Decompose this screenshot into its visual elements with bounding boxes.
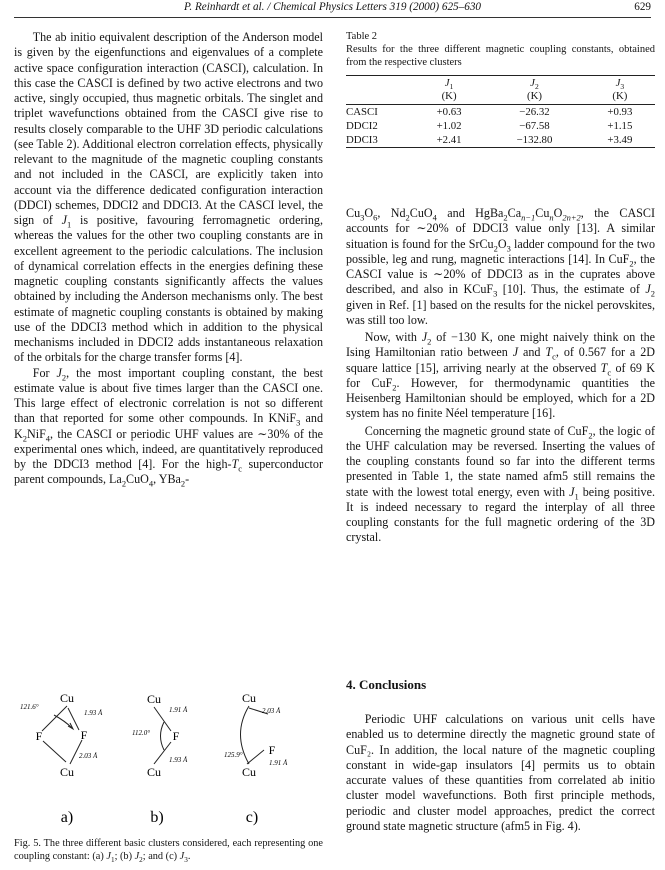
distance-label: 1.93 Å bbox=[84, 709, 103, 717]
subscript: 1 bbox=[67, 219, 72, 230]
atom-label-cu: Cu bbox=[59, 765, 75, 779]
atom-label-cu: Cu bbox=[146, 765, 162, 779]
text-span: Cu bbox=[346, 206, 361, 220]
table-cell: +0.93 bbox=[607, 105, 633, 118]
angle-label: 125.9° bbox=[224, 751, 243, 759]
symbol-t: T bbox=[231, 457, 239, 471]
symbol-j: J bbox=[421, 330, 428, 344]
text-span: , of 0.567 for a 2D square lattice [15], arriving nearly at the observed bbox=[346, 345, 655, 375]
subscript: 3 bbox=[184, 855, 188, 864]
text-span: , the CASCI value is ∼20% of DDCI3 as in the cuprates above described, and also in KCuF bbox=[346, 251, 655, 297]
table-row bbox=[346, 119, 655, 133]
bond-line bbox=[43, 741, 66, 762]
subscript-index: n bbox=[549, 212, 554, 223]
text-span: superconductor parent compounds, La bbox=[14, 457, 323, 487]
text-span: Fig. 5. The three different basic clusters considered, each representing one coupling constant: (a) bbox=[14, 838, 323, 862]
symbol-t: T bbox=[545, 345, 553, 360]
text-span: [10]. Thus, the estimate of bbox=[502, 282, 640, 297]
subscript: 2 bbox=[139, 855, 143, 864]
table-cell-method: DDCI3 bbox=[346, 133, 378, 146]
symbol-j: J bbox=[569, 484, 575, 499]
subscript: c bbox=[238, 463, 243, 474]
text-span: O bbox=[553, 206, 563, 220]
subscript-index: 2n+2 bbox=[562, 212, 581, 223]
table-cell: +3.49 bbox=[607, 133, 633, 146]
subscript: 2 bbox=[61, 371, 67, 382]
distance-label: 1.91 Å bbox=[169, 706, 188, 714]
text-span: O bbox=[497, 236, 507, 251]
text-span: is positive, favouring ferromagnetic ordering, whereas the values for the other two coupling constants are in excellent agreement to the periodic calculations. The inclusion of dynamical correlation effects in the energies defining these magnetic coupling constants significantly affects the values obtained by including the Anderson mechanisms only. The best estimate of magnetic coupling constants is obtained by making use of the DDCI3 method which in addition to the physical mechanisms included in DDCI2 adds instantaneous relaxation of the orbitals for the charge transfer forms [4]. bbox=[14, 213, 323, 365]
table-cell: +1.15 bbox=[607, 119, 633, 132]
text-span: CuO bbox=[126, 472, 149, 487]
subscript: 2 bbox=[588, 429, 593, 440]
table-header-row bbox=[346, 76, 655, 105]
table-header-j1 bbox=[414, 76, 484, 105]
text-span: Cu bbox=[535, 206, 550, 220]
bond-line bbox=[247, 750, 264, 764]
text-span: For bbox=[32, 365, 50, 380]
subscript: 1 bbox=[574, 490, 579, 501]
text-span: ladder compound for the two possible, leg and rung, magnetic interactions [14]. In CuF bbox=[346, 236, 655, 266]
subscript: 2 bbox=[392, 382, 397, 393]
subscript: 4 bbox=[432, 212, 437, 223]
symbol-j: J bbox=[134, 850, 140, 862]
subscript: 3 bbox=[296, 417, 301, 428]
text-span: ; (b) bbox=[114, 850, 133, 862]
left-column bbox=[14, 30, 323, 488]
page-number: 629 bbox=[634, 1, 651, 13]
subscript: 1 bbox=[110, 855, 115, 864]
distance-label: 2.03 Å bbox=[262, 707, 281, 715]
symbol-j: J bbox=[512, 345, 519, 360]
table-caption: Results for the three different magnetic coupling constants, obtained from the respective clusters bbox=[346, 44, 655, 68]
symbol-j: J bbox=[615, 77, 621, 89]
running-head: P. Reinhardt et al. / Chemical Physics Letters 319 (2000) 625–630 bbox=[183, 1, 482, 13]
right-column-lower bbox=[346, 712, 655, 834]
text-span: Ca bbox=[507, 206, 522, 220]
angle-arc bbox=[161, 722, 165, 750]
text-span: . However, for thermodynamic quantities the Heisenberg Hamiltonian should be employed, which for a 2D system has no finite Néel temperature [16]. bbox=[346, 375, 655, 421]
subscript: 4 bbox=[45, 432, 51, 443]
unit-label: (K) bbox=[526, 90, 542, 102]
table-cell: −26.32 bbox=[519, 105, 550, 118]
paragraph-casci bbox=[14, 30, 323, 366]
table-header-j2 bbox=[484, 76, 585, 105]
table-cell-method: DDCI2 bbox=[346, 119, 378, 132]
subscript: 2 bbox=[405, 212, 410, 223]
text-span: of 69 K for CuF bbox=[346, 360, 655, 390]
symbol-j: J bbox=[179, 850, 185, 862]
figure-panel-a bbox=[42, 706, 82, 764]
text-span: and bbox=[523, 345, 541, 360]
symbol-j: J bbox=[61, 213, 68, 227]
header-rule bbox=[14, 17, 651, 18]
table-header-empty bbox=[346, 76, 414, 105]
subscript: 4 bbox=[148, 478, 154, 489]
subscript: 3 bbox=[506, 242, 511, 253]
atom-label-f: F bbox=[80, 728, 88, 742]
subscript: 2 bbox=[427, 336, 432, 347]
symbol-j: J bbox=[56, 365, 62, 380]
text-span: , Nd bbox=[377, 206, 406, 220]
subscript: 2 bbox=[493, 242, 498, 253]
table-row bbox=[346, 105, 655, 120]
subscript-index: n−1 bbox=[521, 212, 536, 223]
table-label: Table 2 bbox=[346, 31, 378, 42]
text-span: Concerning the magnetic ground state of CuF bbox=[364, 423, 589, 438]
running-header bbox=[0, 0, 665, 22]
text-span: , the most important coupling constant, the best estimate value is about five times larger than the CASCI one. This large effect of electronic correlation is not so different than that reported for some other compounds. In KNiF bbox=[14, 365, 323, 426]
distance-label: 1.91 Å bbox=[269, 759, 288, 767]
atom-label-f: F bbox=[35, 729, 43, 743]
text-span: , the CASCI accounts for ∼20% of DDCI3 value only [13]. A similar situation is found for the SrCu bbox=[346, 206, 656, 251]
distance-label: 2.03 Å bbox=[79, 752, 98, 760]
distance-label: 1.93 Å bbox=[169, 756, 188, 764]
text-span: . bbox=[187, 850, 191, 862]
subscript: 2 bbox=[534, 82, 539, 92]
text-span: given in Ref. [1] based on the results for the nickel perovskites, was still too low. bbox=[346, 297, 655, 327]
atom-label-cu: Cu bbox=[146, 692, 162, 706]
subscript: 2 bbox=[503, 212, 508, 223]
subscript: 2 bbox=[650, 288, 655, 299]
subscript: c bbox=[552, 351, 556, 362]
table-header-j3 bbox=[585, 76, 655, 105]
right-column-upper bbox=[346, 206, 655, 546]
atom-label-cu: Cu bbox=[241, 765, 257, 779]
text-span: and HgBa bbox=[447, 206, 504, 220]
section-heading: 4. Conclusions bbox=[346, 677, 427, 692]
subscript: 2 bbox=[629, 258, 634, 269]
subscript: 2 bbox=[180, 478, 186, 489]
text-span: and K bbox=[14, 411, 324, 441]
table-2 bbox=[346, 30, 655, 148]
subscript: c bbox=[607, 366, 612, 377]
text-span: of −130 K, one might naively think on the Ising Hamiltonian ratio between bbox=[346, 330, 655, 360]
bond-line bbox=[42, 706, 67, 731]
text-span: - bbox=[185, 472, 190, 487]
table-row bbox=[346, 133, 655, 148]
atom-label-f: F bbox=[268, 743, 276, 757]
subscript: 3 bbox=[493, 288, 498, 299]
subscript: 6 bbox=[373, 212, 378, 223]
atom-label-cu: Cu bbox=[59, 692, 75, 705]
paragraph-j2 bbox=[14, 366, 323, 488]
text-span: The ab initio equivalent description of the Anderson model is given by the eigenfunctions and eigenvalues of a complete active space configuration interaction (CASCI), calculation. In this case the CASCI is defined by two active electrons and two active, singly occupied, thus magnetic orbitals. The singlet and triplet wavefunctions obtained from the CASCI give rise to results closely comparable to the UHF 3D periodic calculations (see Table 2). Additional electron correlation effects, physically relevant to the magnitude of the magnetic coupling constants and not included in the CASCI, are explicitly taken into account via the difference dedicated configuration interaction (DDCI) schemes, DDCI2 and DDCI3. At the CASCI level, the sign of bbox=[14, 30, 323, 227]
atom-label-f: F bbox=[172, 729, 180, 743]
subscript: 3 bbox=[360, 212, 365, 223]
subscript: 3 bbox=[620, 82, 625, 92]
atom-label-cu: Cu bbox=[241, 692, 257, 705]
symbol-j: J bbox=[645, 282, 651, 297]
symbol-j: J bbox=[444, 77, 450, 89]
text-span: being positive. It is indeed necessary to regard the interplay of all three coupling constants for the full magnetic ordering of the 3D crystal. bbox=[346, 484, 655, 545]
symbol-j: J bbox=[530, 77, 535, 89]
text-span: ; and (c) bbox=[142, 850, 178, 862]
text-span: Now, with bbox=[364, 330, 417, 344]
subscript: 1 bbox=[449, 82, 454, 92]
subscript: 2 bbox=[22, 432, 27, 443]
figure-caption bbox=[14, 838, 323, 863]
angle-label: 121.6° bbox=[20, 703, 39, 711]
text-span: CuO bbox=[409, 206, 433, 220]
table-cell: +0.63 bbox=[436, 105, 462, 118]
table-cell: −132.80 bbox=[516, 133, 553, 146]
panel-label-a: a) bbox=[60, 809, 74, 826]
table-cell: −67.58 bbox=[519, 119, 550, 132]
subscript: 2 bbox=[121, 478, 127, 489]
paragraph-conclusions: Periodic UHF calculations on various unit cells have enabled us to determine directly the magnetic ground state of CuF₂. In addition, the local nature of the magnetic coupling constant in wide-gap insulators [4] permits us to obtain accurate values of these quantities from correlated ab initio cluster model wavefunctions. Both first principle methods, periodic and cluster model approaches, predict the correct ground state magnetic structure (afm5 in Fig. 4). bbox=[346, 712, 655, 833]
unit-label: (K) bbox=[441, 90, 457, 102]
paragraph-continued bbox=[346, 206, 655, 328]
angle-label: 112.0° bbox=[132, 729, 151, 737]
text-span: , the CASCI or periodic UHF values are ∼30% of the experimental ones which, indeed, are quantitatively reproduced by the DDCI3 method [4]. For the high- bbox=[14, 426, 323, 471]
coupling-table bbox=[346, 75, 655, 148]
panel-label-b: b) bbox=[150, 809, 164, 826]
text-span: , YBa bbox=[153, 472, 181, 487]
panel-label-c: c) bbox=[245, 809, 259, 826]
table-cell: +2.41 bbox=[436, 133, 462, 146]
paragraph-ising bbox=[346, 330, 655, 422]
text-span: , the logic of the UHF calculation may be reversed. Inserting the values of the coupling constants found so far into the different terms presented in Table 1, the state named afm5 still remains the state with the lowest total energy, even with bbox=[346, 423, 655, 499]
symbol-j: J bbox=[106, 850, 111, 862]
table-cell-method: CASCI bbox=[346, 105, 378, 118]
table-cell: +1.02 bbox=[436, 119, 462, 132]
paragraph-ground-state bbox=[346, 424, 655, 546]
angle-arc bbox=[54, 715, 72, 728]
text-span: NiF bbox=[26, 426, 46, 441]
symbol-t: T bbox=[600, 360, 608, 375]
unit-label: (K) bbox=[612, 90, 628, 102]
text-span: O bbox=[364, 206, 374, 220]
